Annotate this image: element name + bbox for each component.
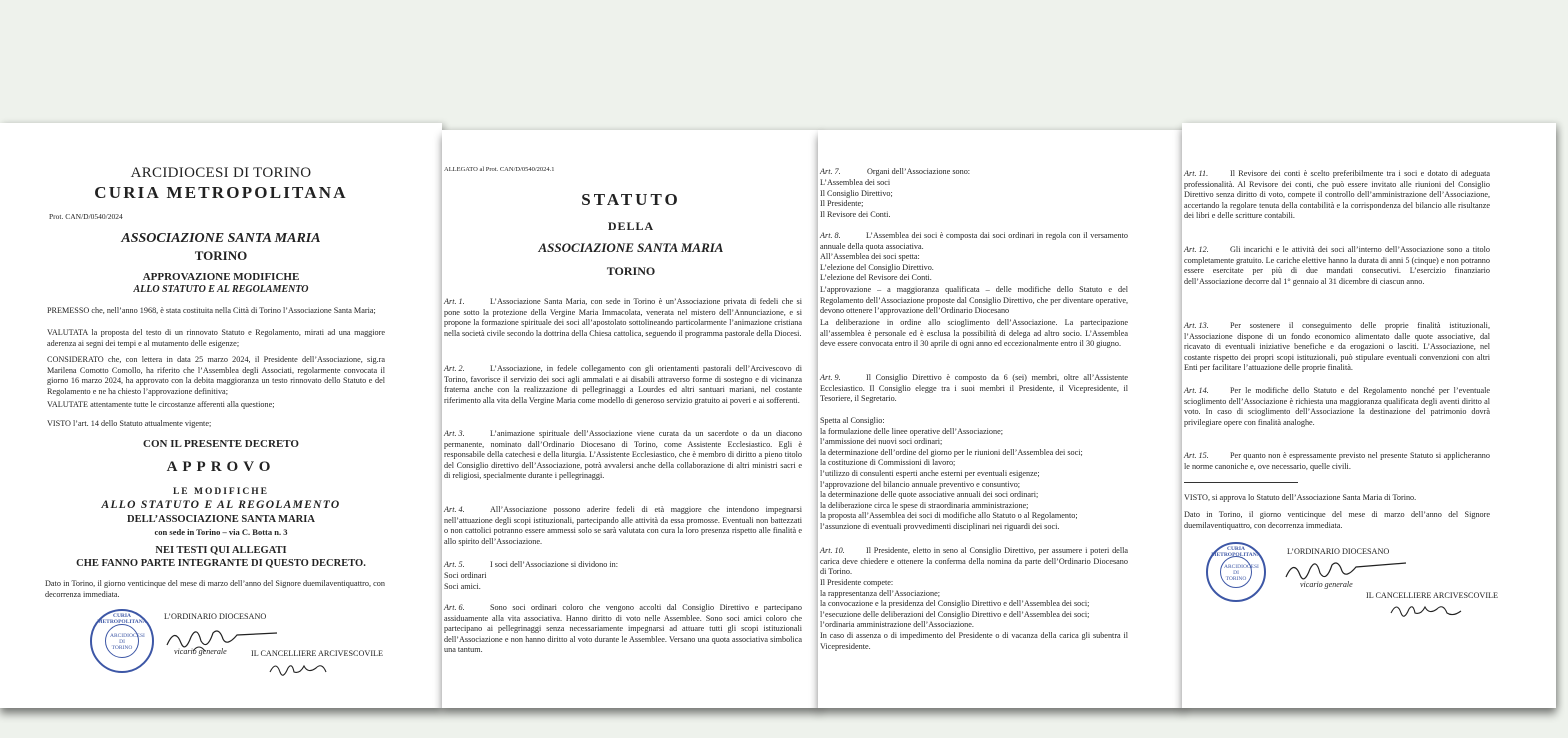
association-name: ASSOCIAZIONE SANTA MARIA: [538, 240, 724, 255]
curia-heading: CURIA METROPOLITANA: [94, 183, 348, 202]
association-name: ASSOCIAZIONE SANTA MARIA: [121, 231, 321, 246]
art2-label: Art. 2.: [444, 364, 465, 373]
cancelliere-label: IL CANCELLIERE ARCIVESCOVILE: [251, 649, 384, 658]
art6-label: Art. 6.: [444, 603, 465, 612]
vicar-signature: [163, 623, 283, 663]
art12-text: Gli incarichi e le attività dei soci all’interno dell’Associazione sono a titolo completamente gratuito. Le cariche elettive hanno la durata di anni 5 (cinque) e non potranno essere esercitate per più di due mandati consecutivi. L’esercizio finanziario dell’Associazione decorre dal 1° gennaio al 31 dicembre di ciascun anno.: [1184, 245, 1490, 286]
art15-text: Per quanto non è espressamente previsto nel presente Statuto si applicheranno le norme canoniche e, ove necessario, quelle civili.: [1184, 451, 1490, 471]
modifiche-line: LE MODIFICHE: [172, 487, 270, 497]
city-name: TORINO: [606, 264, 656, 278]
art10-text2: In caso di assenza o di impedimento del Presidente o di vacanza della carica gli subentra il Vicepresidente.: [820, 631, 1128, 651]
art4-label: Art. 4.: [444, 505, 465, 514]
art1-label: Art. 1.: [444, 297, 465, 306]
art14-label: Art. 14.: [1184, 386, 1209, 395]
chancellor-signature: [266, 658, 336, 682]
dato-paragraph: Dato in Torino, il giorno venticinque del mese di marzo dell’anno del Signore duemilaventiquattro, con decorrenza immediata.: [1184, 510, 1490, 530]
statute-page-1: [442, 130, 820, 708]
vicar-signature: [1282, 555, 1412, 595]
dato-paragraph: Dato in Torino, il giorno venticinque del mese di marzo dell’anno del Signore duemilaventiquattro, con decorrenza immediata.: [45, 579, 385, 599]
art11-text: Il Revisore dei conti è scelto preferibilmente tra i soci e dotato di adeguata professionalità. Al Revisore dei conti, che può essere invitato alle riunioni del Consiglio Direttivo senza diritto di voto, compete il controllo dell’amministrazione dell’Associazione, accertando la regolare tenuta della contabilità e la corrispondenza del bilancio alle risultanze dei libri e delle scritture contabili.: [1184, 169, 1490, 221]
art8-label: Art. 8.: [820, 231, 841, 240]
art5-label: Art. 5.: [444, 560, 465, 569]
decree-heading: CON IL PRESENTE DECRETO: [143, 438, 299, 450]
vicar-title: vicario generale: [1300, 580, 1353, 589]
art3-text: L’animazione spirituale dell’Associazione viene curata da un sacerdote o da un diacono permanente, nominato dall’Ordinario Diocesano di Torino, come Assistente Ecclesiastico. Egli è responsabile della catechesi e della liturgia. L’Assistente Ecclesiastico, che è membro di diritto a pieno titolo del Consiglio direttivo dell’Associazione, potrà avvalersi anche della collaborazione di altri ministri sacri e di religiosi, specialmente durante i pellegrinaggi.: [444, 429, 802, 481]
art5-list: Soci ordinari Soci amici.: [444, 571, 487, 591]
separator-line: [1184, 482, 1298, 483]
valutate-paragraph: VALUTATE attentamente tutte le circostanze afferenti alla questione;: [47, 400, 275, 409]
art8-text: L’Assemblea dei soci è composta dai soci ordinari in regola con il versamento annuale della quota associativa.: [820, 231, 1128, 251]
art6-text: Sono soci ordinari coloro che vengono accolti dal Consiglio Direttivo e partecipano assiduamente alla vita associativa. Hanno diritto di voto nelle Assemblee. Sono soci amici coloro che partecipano ai pellegrinaggi senza necessariamente impegnarsi ad attuare tutti gli scopi istituzionali dell’Associazione e non hanno diritto al voto durante le Assemblee. Versano una quota associativa simbolica una tantum.: [444, 603, 802, 655]
art2-text: L’Associazione, in fedele collegamento con gli orientamenti pastorali dell’Arcivescovo di Torino, favorisce il servizio dei soci agli ammalati e ai disabili attraverso forme di sostegno e di vicinanza fraterna anche con la realizzazione di pellegrinaggi a Lourdes ed altri santuari mariani, nel costante riferimento alla vita della Vergine Maria come modello di generoso servizio gratuito ai poveri e ai sofferenti.: [444, 364, 802, 405]
statuto-regolamento-line: ALLO STATUTO E AL REGOLAMENTO: [101, 499, 341, 511]
art10-list: Il Presidente compete: la rappresentanza dell’Associazione; la convocazione e la presidenza del Consiglio Direttivo e dell’Assemblea dei soci; l’esecuzione delle deliberazioni del Consiglio Direttivo e dell’Assemblea dei soci; l’ordinaria amministrazione dell’Associazione.: [820, 578, 1090, 630]
approval-title: APPROVAZIONE MODIFICHE: [142, 271, 300, 283]
decree-page: [0, 123, 442, 708]
city-name: TORINO: [194, 248, 248, 263]
allegati-line: NEI TESTI QUI ALLEGATI: [155, 545, 287, 556]
visto-paragraph: VISTO l’art. 14 dello Statuto attualmente vigente;: [47, 419, 212, 428]
art10-label: Art. 10.: [820, 546, 845, 555]
art7-text: Organi dell’Associazione sono:: [867, 167, 971, 176]
allegato-line: ALLEGATO al Prot. CAN/D/0540/2024.1: [444, 166, 555, 173]
art9-text: Il Consiglio Direttivo è composto da 6 (sei) membri, oltre all’Assistente Ecclesiastico. Il Consiglio elegge tra i suoi membri il Presidente, il Vicepresidente, il Tesoriere, il Segretario.: [820, 373, 1128, 404]
address-line: con sede in Torino – via C. Botta n. 3: [154, 527, 288, 537]
art13-label: Art. 13.: [1184, 321, 1209, 330]
approvo-heading: APPROVO: [166, 459, 276, 475]
vicar-title: vicario generale: [174, 647, 227, 656]
art10-text: Il Presidente, eletto in seno al Consiglio Direttivo, per assumere i poteri della carica deve chiedere e ottenere la conferma della nomina da parte dell’Ordinario Diocesano di Torino.: [820, 546, 1128, 577]
art5-text: I soci dell’Associazione si dividono in:: [490, 560, 619, 569]
ordinario-label: L’ORDINARIO DIOCESANO: [1287, 547, 1390, 556]
curia-stamp: CURIA METROPOLITANA ARCIDIOCESI DI TORINO: [90, 609, 154, 673]
della-line: DELLA: [607, 219, 655, 233]
statute-page-3: [1182, 123, 1556, 708]
statuto-title: STATUTO: [581, 190, 681, 209]
curia-stamp: CURIA METROPOLITANA ARCIDIOCESI DI TORINO: [1206, 542, 1266, 602]
statute-page-2: [818, 130, 1184, 708]
decreto-line: CHE FANNO PARTE INTEGRANTE DI QUESTO DECRETO.: [76, 558, 366, 569]
valutata-paragraph: VALUTATA la proposta del testo di un rinnovato Statuto e Regolamento, mirati ad una maggiore aderenza ai segni dei tempi e al mutamento delle esigenze;: [47, 328, 385, 348]
art7-list: L’Assemblea dei soci Il Consiglio Direttivo; Il Presidente; Il Revisore dei Conti.: [820, 178, 893, 219]
art13-text: Per sostenere il conseguimento delle proprie finalità istituzionali, l’Associazione dispone di un fondo economico alimentato dalle quote associative, dal ricavato di eventuali iniziative benefiche e da erogazioni o lasciti. L’Associazione, nel costante rispetto dei propri scopi istituzionali, può stipulare eventuali convenzioni con altri Enti per facilitare l’attuazione delle proprie finalità.: [1184, 321, 1490, 373]
premesso-paragraph: PREMESSO che, nell’anno 1968, è stata costituita nella Città di Torino l’Associazione Santa Maria;: [47, 306, 376, 315]
art11-label: Art. 11.: [1184, 169, 1209, 178]
visto-line: VISTO, si approva lo Statuto dell’Associazione Santa Maria di Torino.: [1184, 493, 1417, 502]
art1-text: L’Associazione Santa Maria, con sede in Torino è un’Associazione privata di fedeli che si pone sotto la protezione della Vergine Maria Immacolata, venerata nel mistero dell’Annunciazione, e si propone la formazione spirituale dei soci all’apostolato sottolineando particolarmente l’animazione cristiana nella società civile secondo la dottrina della Chiesa cattolica, seguendo il programma pastorale della Diocesi.: [444, 297, 802, 338]
ordinario-label: L’ORDINARIO DIOCESANO: [164, 612, 267, 621]
art15-label: Art. 15.: [1184, 451, 1209, 460]
considerato-paragraph: CONSIDERATO che, con lettera in data 25 marzo 2024, il Presidente dell’Associazione, sig.ra Marilena Comotto Comollo, ha riferito che l’Assemblea degli Associati, regolarmente convocata il giorno 16 marzo 2024, ha approvato con la debita maggioranza un testo rinnovato dello Statuto e del Regolamento e ne ha chiesto l’approvazione definitiva;: [47, 355, 385, 396]
art8-list: All’Assemblea dei soci spetta: L’elezione del Consiglio Direttivo. L’elezione del Revisore dei Conti.: [820, 252, 934, 283]
art12-label: Art. 12.: [1184, 245, 1209, 254]
art3-label: Art. 3.: [444, 429, 465, 438]
association-line: DELL’ASSOCIAZIONE SANTA MARIA: [127, 514, 315, 525]
cancelliere-label: IL CANCELLIERE ARCIVESCOVILE: [1366, 591, 1499, 600]
art9-list: Spetta al Consiglio: la formulazione delle linee operative dell’Associazione; l’ammissione dei nuovi soci ordinari; la determinazione dell’ordine del giorno per le riunioni dell’Assemblea dei soci; la costituzione di Commissioni di lavoro; l’utilizzo di consulenti esperti anche esterni per eventuali esigenze; l’approvazione del bilancio annuale preventivo e consuntivo; la determinazione delle quote associative annuali dei soci ordinari; la deliberazione circa le spese di straordinaria amministrazione; la proposta all’Assemblea dei soci di modifiche allo Statuto o al Regolamento; l’assunzione di eventuali provvedimenti disciplinari nei riguardi dei soci.: [820, 416, 1083, 531]
art9-label: Art. 9.: [820, 373, 841, 382]
art8-text3: La deliberazione in ordine allo scioglimento dell’Associazione. La partecipazione all’assemblea è personale ed è esclusa la possibilità di delega ad altro socio. L’Assemblea deve essere convocata entro il 30 aprile di ogni anno ed eccezionalmente entro il 30 giugno.: [820, 318, 1128, 349]
approval-subtitle: ALLO STATUTO E AL REGOLAMENTO: [133, 284, 309, 295]
art7-label: Art. 7.: [820, 167, 841, 176]
art8-text2: L’approvazione – a maggioranza qualificata – delle modifiche dello Statuto e del Regolamento dell’Associazione proposte dal Consiglio Direttivo, che per diventare operative, devono ottenere l’approvazione dell’Ordinario Diocesano: [820, 285, 1128, 316]
chancellor-signature: [1387, 599, 1467, 625]
art14-text: Per le modifiche dello Statuto e del Regolamento nonché per l’eventuale scioglimento dell’Associazione è richiesta una maggioranza qualificata degli aventi diritto al voto. In caso di scioglimento dell’Associazione la destinazione del patrimonio dovrà privilegiare opere con finalità analoghe.: [1184, 386, 1490, 427]
protocol-number: Prot. CAN/D/0540/2024: [49, 212, 123, 221]
art4-text: All’Associazione possono aderire fedeli di età maggiore che intendono impegnarsi nell’attuazione degli scopi istituzionali, partecipando alle attività da essa promosse. Eventuali non battezzati o non cattolici potranno essere ammessi solo se sarà valutata con cura la loro presenza rispetto alle finalità e allo spirito dell’Associazione.: [444, 505, 802, 546]
archdiocese-heading: ARCIDIOCESI DI TORINO: [130, 165, 312, 181]
